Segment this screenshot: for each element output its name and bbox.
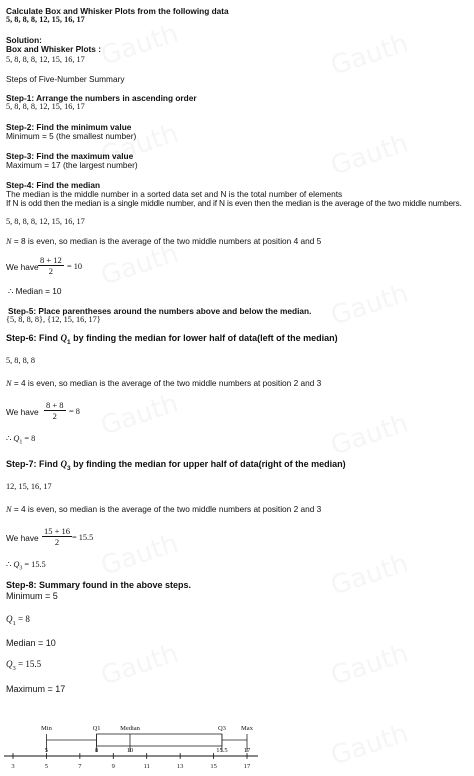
step5-groups: {5, 8, 8, 8}, {12, 15, 16, 17}	[6, 315, 101, 324]
watermark	[327, 28, 412, 81]
step2-title: Step-2: Find the minimum value	[6, 122, 132, 132]
step6-title: Step-6: Find $Q_1$ by finding the median for lower half of data(left of the median)	[6, 333, 338, 346]
step6-n-line: N = 4 is even, so median is the average of the two middle numbers at position 2 and 3	[6, 378, 322, 388]
watermark	[97, 388, 182, 441]
step4-data: 5, 8, 8, 8, 12, 15, 16, 17	[6, 217, 85, 226]
value-label: 5	[44, 747, 49, 754]
axis-tick-label: 13	[176, 763, 184, 770]
summary-median: Median = 10	[6, 638, 56, 648]
summary-minimum: Minimum = 5	[6, 591, 58, 601]
watermark	[97, 638, 182, 691]
box-whisker-plot	[0, 710, 474, 776]
step3-line: Maximum = 17 (the largest number)	[6, 160, 138, 170]
step7-n-line: N = 4 is even, so median is the average of the two middle numbers at position 2 and 3	[6, 504, 322, 514]
label-min: Min	[41, 725, 52, 732]
step1-data: 5, 8, 8, 8, 12, 15, 16, 17	[6, 102, 85, 111]
watermark	[327, 278, 412, 331]
step7-title: Step-7: Find $Q_3$ by finding the median for upper half of data(right of the median)	[6, 459, 346, 472]
summary-q3: $Q_3 = 15.5$	[6, 659, 42, 672]
axis-tick-label: 5	[44, 763, 49, 770]
step5-title: Step-5: Place parentheses around the numbers above and below the median.	[8, 306, 312, 316]
step7-data: 12, 15, 16, 17	[6, 482, 52, 491]
summary-maximum: Maximum = 17	[6, 684, 66, 694]
step6-fraction: $\frac{8 + 8}{2}$	[46, 400, 64, 421]
step4-n-line: N = 8 is even, so median is the average of the two middle numbers at position 4 and 5	[6, 236, 322, 246]
label-median: Median	[120, 725, 140, 732]
step4-median-result: ∴ Median = 10	[8, 286, 62, 296]
steps-title: Steps of Five-Number Summary	[6, 74, 125, 84]
step4-result: = 10	[67, 262, 83, 271]
step7-final: ∴ $Q_3 = 15.5$	[6, 560, 46, 572]
label-max: Max	[241, 725, 253, 732]
label-q3: Q3	[217, 725, 226, 732]
question-title: Calculate Box and Whisker Plots from the following data	[6, 6, 229, 16]
value-label: 10	[126, 747, 134, 754]
step4-fraction: $\frac{8 + 12}{2}$	[40, 255, 62, 276]
solution-heading: Solution:	[6, 35, 42, 45]
step7-fraction: $\frac{15 + 16}{2}$	[44, 526, 71, 547]
step6-final: ∴ $Q_1 = 8$	[6, 434, 36, 446]
step7-result: = 15.5	[72, 533, 94, 542]
step8-title: Step-8: Summary found in the above steps.	[6, 580, 192, 590]
watermark	[327, 408, 412, 461]
watermark	[97, 18, 182, 71]
value-label: 17	[243, 747, 251, 754]
watermark	[97, 528, 182, 581]
step2-line: Minimum = 5 (the smallest number)	[6, 131, 137, 141]
value-label: 15.5	[216, 747, 228, 754]
step6-we-have: We have	[6, 407, 39, 417]
question-data: 5, 8, 8, 8, 12, 15, 16, 17	[6, 15, 85, 24]
axis-tick-label: 7	[78, 763, 82, 770]
solution-data: 5, 8, 8, 8, 12, 15, 16, 17	[6, 55, 85, 64]
axis-tick-label: 3	[11, 763, 15, 770]
step3-title: Step-3: Find the maximum value	[6, 151, 134, 161]
solution-subheading: Box and Whisker Plots :	[6, 44, 101, 54]
step4-desc-1: The median is the middle number in a sorted data set and N is the total number of elements	[6, 189, 343, 199]
step1-title: Step-1: Arrange the numbers in ascending order	[6, 93, 197, 103]
watermark	[327, 128, 412, 181]
step6-data: 5, 8, 8, 8	[6, 356, 36, 365]
step7-we-have: We have	[6, 533, 39, 543]
summary-q1: $Q_1 = 8$	[6, 614, 30, 627]
axis-tick-label: 15	[210, 763, 217, 770]
step6-result: = 8	[69, 407, 80, 416]
axis-tick-label: 9	[111, 763, 115, 770]
value-label: 8	[94, 747, 99, 754]
step4-title: Step-4: Find the median	[6, 180, 101, 190]
axis-tick-label: 17	[243, 763, 251, 770]
watermark	[327, 638, 412, 691]
step4-we-have: We have	[6, 262, 39, 272]
step4-desc-2: If N is odd then the median is a single middle number, and if N is even then the median is the average of the two middle numbers.	[6, 198, 462, 208]
axis-tick-label: 11	[143, 763, 150, 770]
label-q1: Q1	[92, 725, 101, 732]
box	[97, 734, 222, 746]
watermark	[327, 548, 412, 601]
